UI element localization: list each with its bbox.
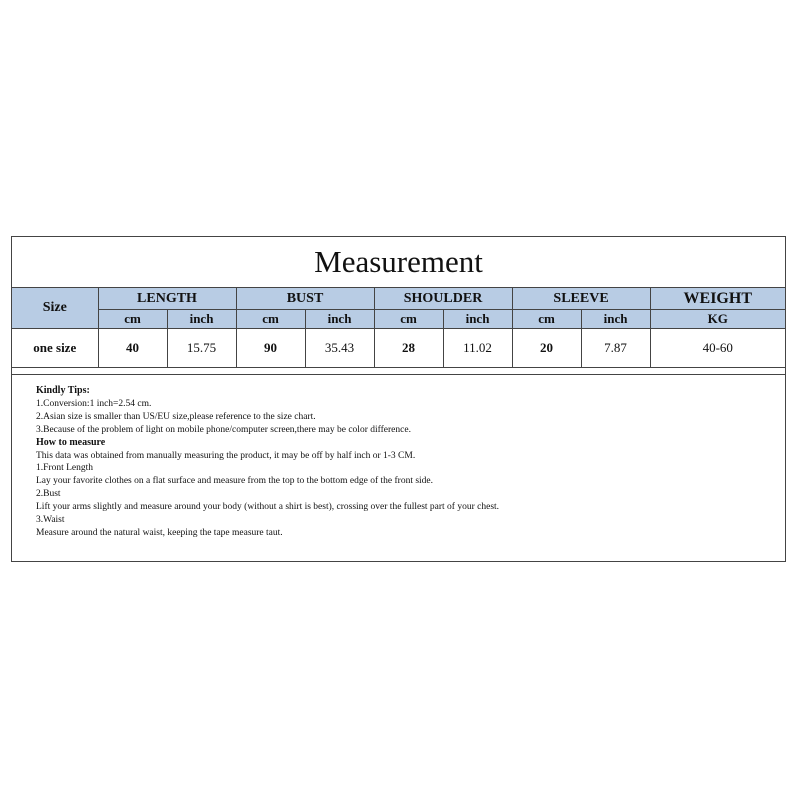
value-cell: 35.43 <box>305 329 374 368</box>
length-header: LENGTH <box>98 288 236 310</box>
tip-line: 3.Because of the problem of light on mobile phone/computer screen,there may be color difference. <box>36 424 411 435</box>
tip-line: 1.Conversion:1 inch=2.54 cm. <box>36 398 152 409</box>
unit-cell: cm <box>374 310 443 329</box>
unit-cell: inch <box>443 310 512 329</box>
size-cell: one size <box>12 329 98 368</box>
value-cell: 20 <box>512 329 581 368</box>
sheet-title: Measurement <box>12 237 785 288</box>
how-line: 1.Front Length <box>36 463 93 474</box>
size-header: Size <box>12 288 98 329</box>
value-cell: 90 <box>236 329 305 368</box>
weight-header: WEIGHT <box>650 288 785 310</box>
how-to-measure-heading: How to measure <box>36 436 106 448</box>
tips-block <box>12 374 785 540</box>
how-line: Lay your favorite clothes on a flat surface and measure from the top to the bottom edge of the front side. <box>36 476 434 487</box>
how-line: Measure around the natural waist, keeping the tape measure taut. <box>36 527 283 538</box>
unit-cell: cm <box>98 310 167 329</box>
how-line: Lift your arms slightly and measure around your body (without a shirt is best), crossing over the fullest part of your chest. <box>36 502 500 513</box>
table-row <box>12 329 785 368</box>
value-cell: 28 <box>374 329 443 368</box>
size-table <box>12 288 785 368</box>
value-cell: 40 <box>98 329 167 368</box>
value-cell: 11.02 <box>443 329 512 368</box>
value-cell: 7.87 <box>581 329 650 368</box>
unit-cell: inch <box>167 310 236 329</box>
unit-cell: KG <box>650 310 785 329</box>
unit-cell: cm <box>236 310 305 329</box>
measurement-sheet <box>11 236 786 562</box>
how-line: This data was obtained from manually measuring the product, it may be off by half inch or 1-3 CM. <box>36 450 416 461</box>
header-row-groups <box>12 288 785 310</box>
value-cell: 15.75 <box>167 329 236 368</box>
how-line: 3.Waist <box>36 515 65 526</box>
unit-cell: inch <box>305 310 374 329</box>
header-row-units <box>12 310 785 329</box>
tips-heading: Kindly Tips: <box>36 385 90 396</box>
how-line: 2.Bust <box>36 489 61 500</box>
tip-line: 2.Asian size is smaller than US/EU size,please reference to the size chart. <box>36 411 316 422</box>
unit-cell: inch <box>581 310 650 329</box>
value-cell: 40-60 <box>650 329 785 368</box>
unit-cell: cm <box>512 310 581 329</box>
shoulder-header: SHOULDER <box>374 288 512 310</box>
sleeve-header: SLEEVE <box>512 288 650 310</box>
bust-header: BUST <box>236 288 374 310</box>
